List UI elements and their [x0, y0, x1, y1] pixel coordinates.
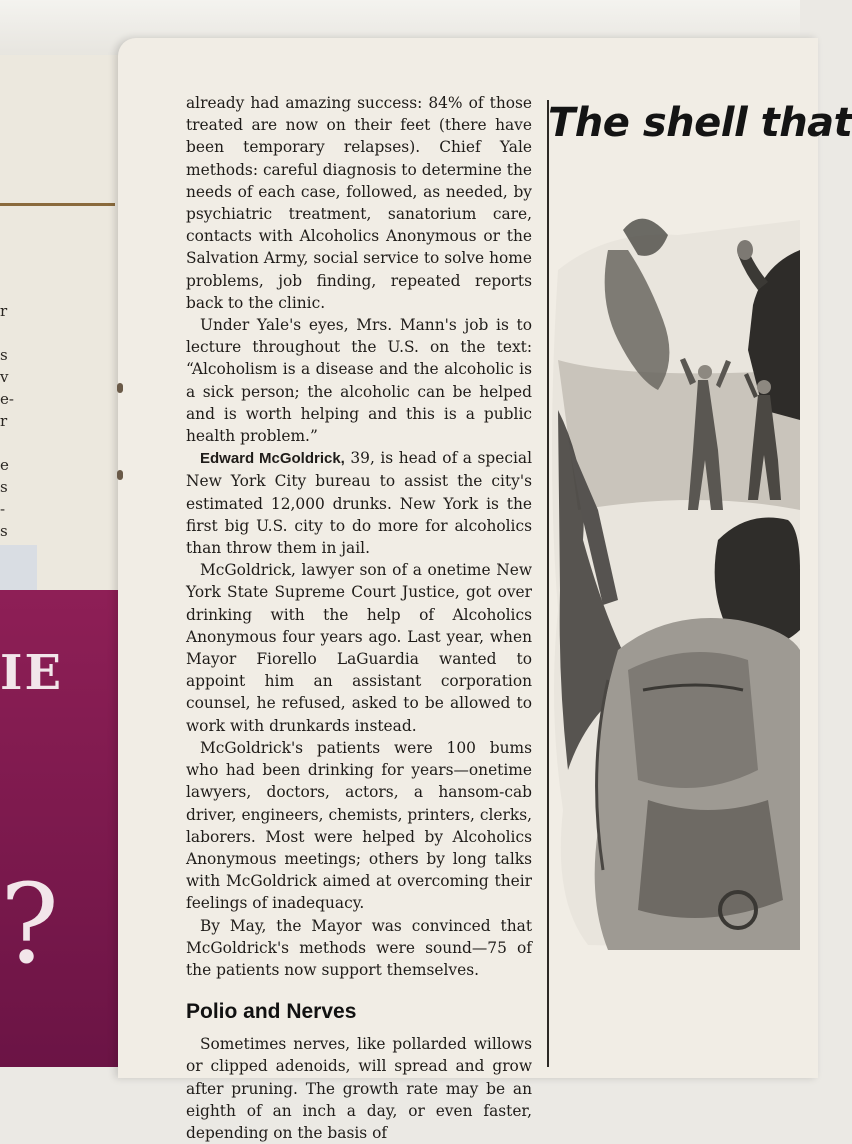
article-paragraph: McGoldrick's patients were 100 bums who had been drinking for years—onetime lawyers, doctors, actors, a hansom-cab driver, engineers, chemists, printers, clerks, laborers. Most were helped by Alcoholics Anonymous meetings; others by long talks with McGoldrick aimed at overcoming their feelings of inadequacy.	[186, 738, 532, 913]
article-paragraph: Under Yale's eyes, Mrs. Mann's job is to lecture throughout the U.S. on the text: “Alcoholism is a disease and the alcoholic is a sick person; the alcoholic can be helped and is worth helping and this is a public health problem.”	[186, 316, 532, 446]
backpack	[628, 652, 758, 788]
article-paragraph	[186, 447, 532, 559]
paragraph-body: 39, is head of a special New York City bureau to assist the city's estimated 12,000 drunks. New York is the first big U.S. city to do more for alcoholics than throw them in jail.	[186, 449, 532, 558]
banner-text: IE	[0, 645, 64, 701]
person-name-lead: Edward McGoldrick,	[200, 450, 345, 468]
raised-hand	[737, 240, 753, 260]
ad-headline: The shell that	[548, 100, 852, 146]
soldiers-surrendering-illustration	[548, 210, 800, 970]
binding-hole	[117, 383, 123, 393]
article-column	[186, 92, 532, 1144]
jacket-shading	[638, 800, 783, 918]
left-margin-letters: r s v e- r e s - s	[0, 302, 14, 540]
banner-question-mark: ?	[0, 860, 59, 988]
section-subhead: Polio and Nerves	[186, 1000, 357, 1024]
left-page-rule	[0, 203, 115, 206]
article-paragraph: McGoldrick, lawyer son of a onetime New York State Supreme Court Justice, got over drinking with the help of Alcoholics Anonymous four years ago. Last year, when Mayor Fiorello LaGuardia wanted to appoint him an assistant corporation counsel, he refused, asked to be allowed to work with drunkards instead.	[186, 561, 532, 735]
article-paragraph: By May, the Mayor was convinced that McGoldrick's methods were sound—75 of the patients now support themselves.	[186, 916, 532, 979]
article-paragraph: already had amazing success: 84% of those treated are now on their feet (there have been temporary relapses). Chief Yale methods: careful diagnosis to determine the needs of each case, followed, as needed, by psychiatric treatment, sanatorium care, contacts with Alcoholics Anonymous or the Salvation Army, social service to solve home problems, job finding, repeated reports back to the clinic.	[186, 94, 532, 312]
binding-hole	[117, 470, 123, 480]
article-paragraph: Sometimes nerves, like pollarded willows or clipped adenoids, will spread and grow after pruning. The growth rate may be an eighth of an inch a day, or even faster, depending on the basis of	[186, 1035, 532, 1142]
